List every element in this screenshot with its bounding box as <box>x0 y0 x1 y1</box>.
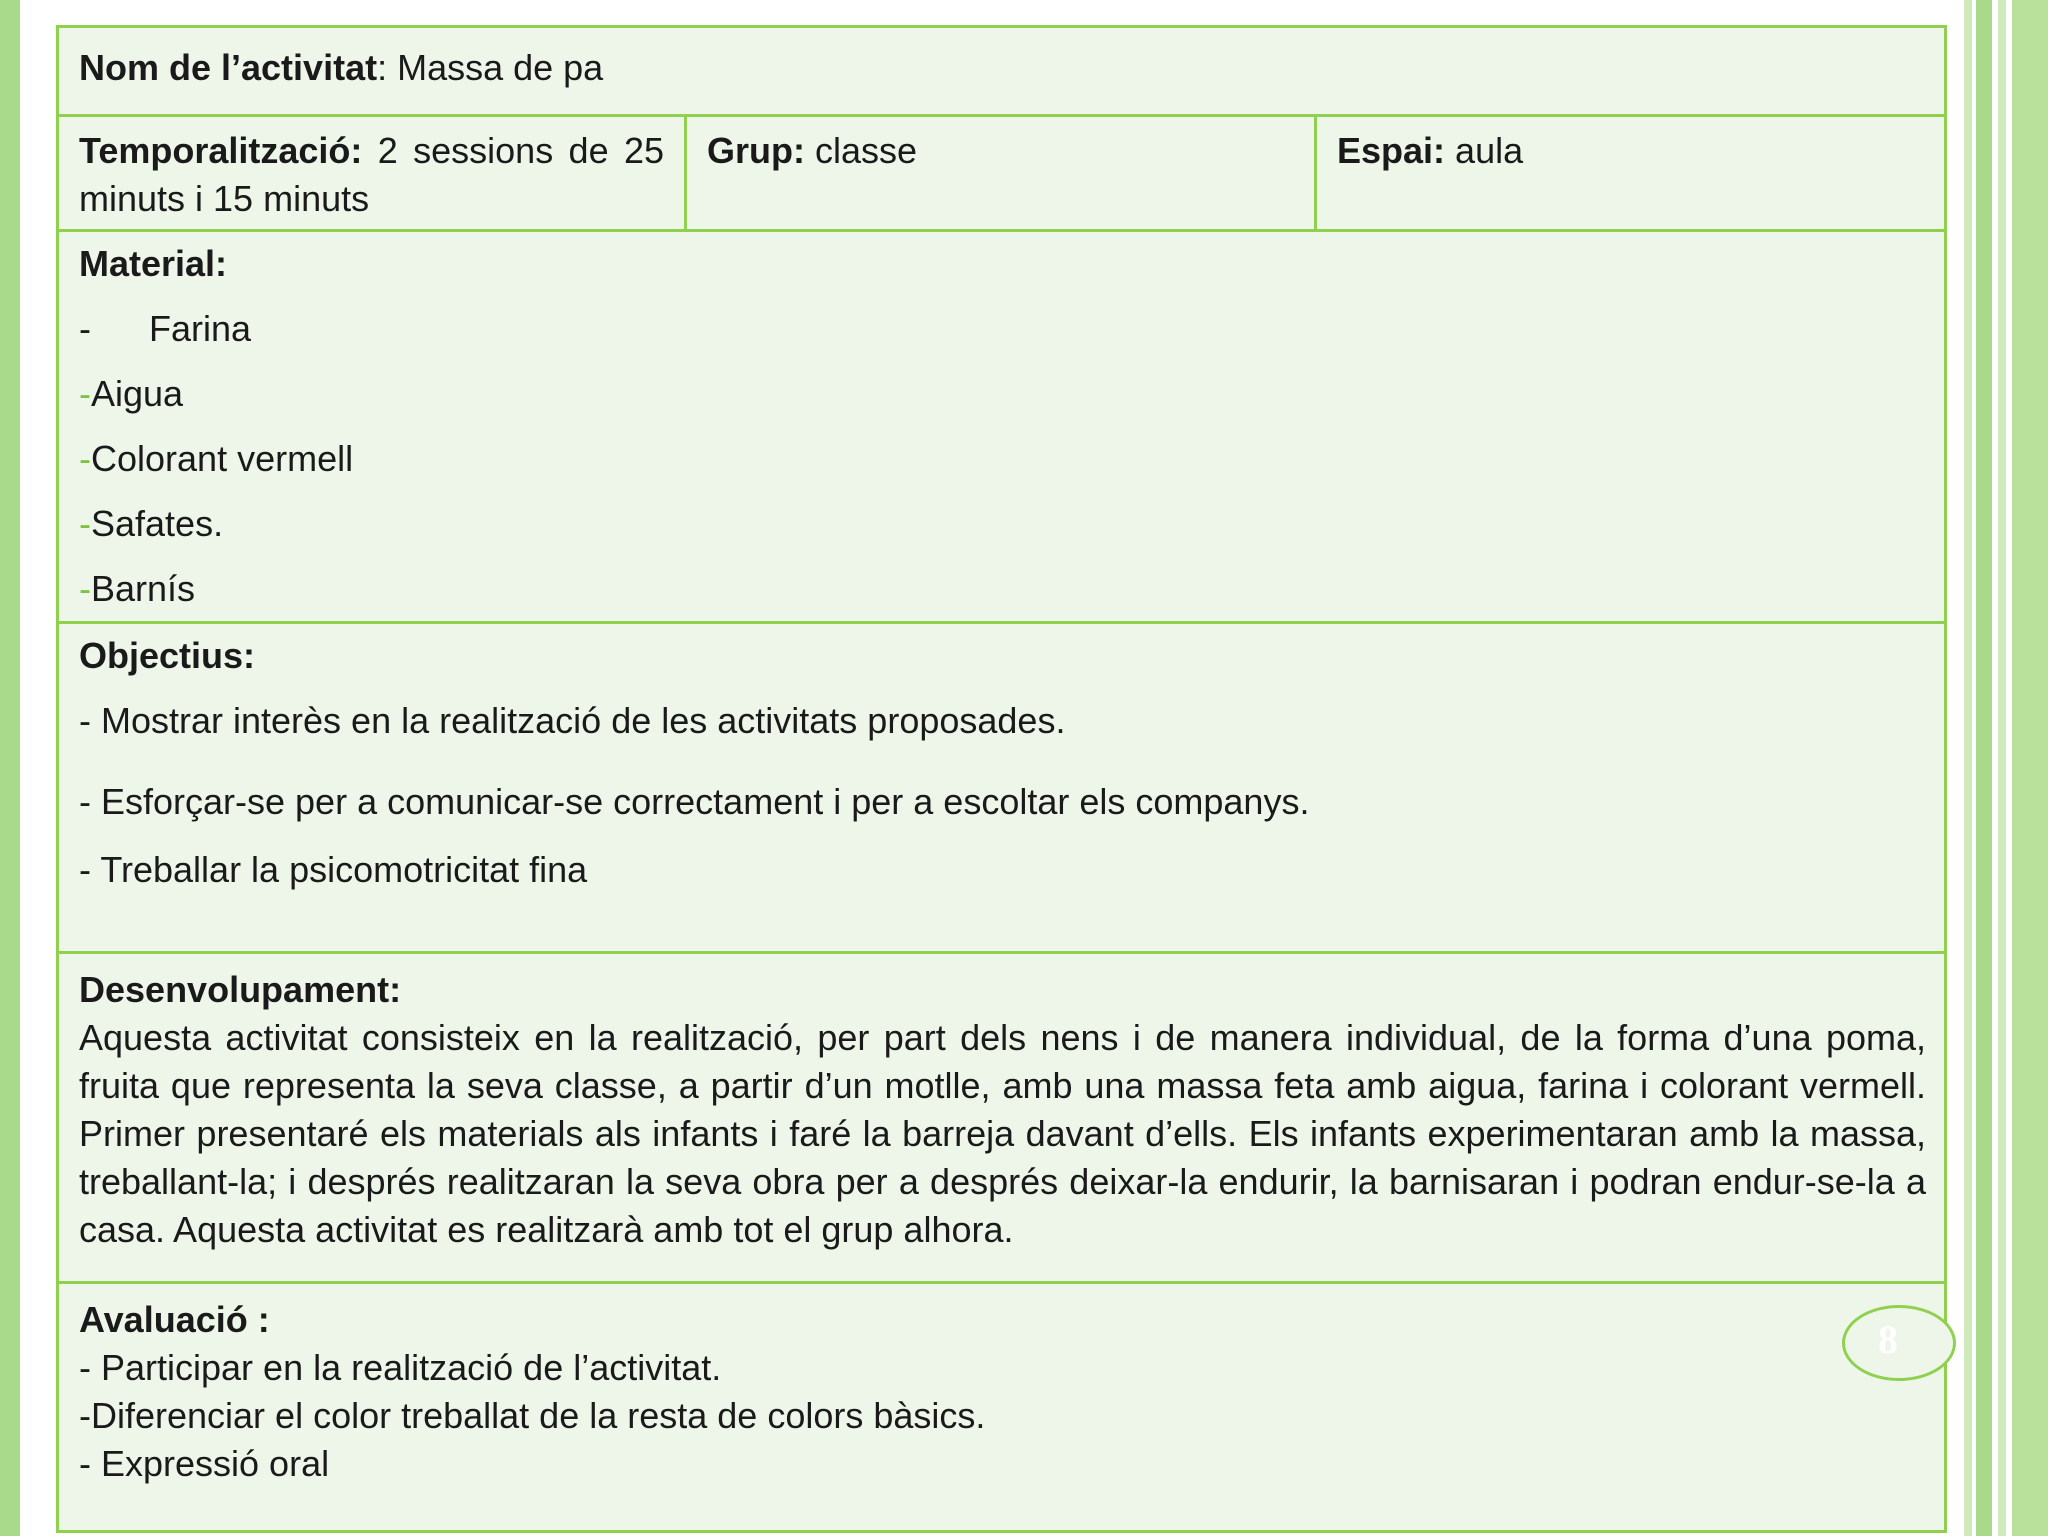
meta-row <box>58 116 1946 231</box>
material-item <box>79 565 1924 613</box>
activity-name-cell <box>58 27 1946 116</box>
material-item-label: Barnís <box>91 568 196 609</box>
material-item <box>79 500 1924 548</box>
space-value: aula <box>1445 130 1524 171</box>
material-item <box>79 370 1924 418</box>
group-cell <box>686 116 1316 231</box>
time-cell <box>58 116 686 231</box>
right-accent-stripe <box>2012 0 2048 1536</box>
material-title: Material: <box>79 243 228 284</box>
activity-sheet-table <box>56 25 1947 1533</box>
time-label: Temporalització: <box>79 130 363 171</box>
space-label: Espai: <box>1337 130 1446 171</box>
page-number: 8 <box>1878 1317 1898 1362</box>
activity-name-row <box>58 27 1946 116</box>
space-cell <box>1316 116 1946 231</box>
material-item-label: Safates. <box>91 503 224 544</box>
objective-item: - Mostrar interès en la realització de les activitats proposades. <box>79 700 1066 741</box>
right-accent-stripe <box>1964 0 1972 1536</box>
objectives-title: Objectius: <box>79 635 256 676</box>
objectives-row <box>58 623 1946 953</box>
evaluation-cell <box>58 1283 1946 1532</box>
group-value: classe <box>804 130 918 171</box>
development-cell <box>58 953 1946 1283</box>
objectives-cell <box>58 623 1946 953</box>
activity-name-label: Nom de l’activitat <box>79 47 378 88</box>
material-first-item <box>79 305 1924 353</box>
list-marker: - <box>79 503 91 544</box>
evaluation-title: Avaluació : <box>79 1299 270 1340</box>
objective-item: - Treballar la psicomotricitat fina <box>79 849 588 890</box>
list-marker: - <box>79 568 91 609</box>
time-value: 2 sessions de 25 minuts i 15 minuts <box>79 130 664 219</box>
right-accent-stripe <box>1998 0 2006 1536</box>
activity-name-value: : Massa de pa <box>377 47 604 88</box>
material-item-label: Farina <box>149 308 252 349</box>
evaluation-item: - Participar en la realització de l’activitat. <box>79 1347 722 1388</box>
list-marker: - <box>79 438 91 479</box>
material-item-label: Aigua <box>91 373 184 414</box>
development-title: Desenvolupament: <box>79 969 402 1010</box>
material-item-label: Colorant vermell <box>91 438 354 479</box>
material-row <box>58 231 1946 623</box>
right-accent-stripe <box>1976 0 1992 1536</box>
left-accent-bar <box>0 0 20 1536</box>
objective-item: - Esforçar-se per a comunicar-se correctament i per a escoltar els companys. <box>79 781 1310 822</box>
list-marker: - <box>79 373 91 414</box>
list-dash: - <box>79 308 91 349</box>
group-label: Grup: <box>707 130 805 171</box>
material-cell <box>58 231 1946 623</box>
development-text: Aquesta activitat consisteix en la realització, per part dels nens i de manera individual, de la forma d’una poma, fruita que representa la seva classe, a partir d’un motlle, amb una massa feta amb aigua, farina i colorant vermell. Primer presentaré els materials als infants i faré la barreja davant d’ells. Els infants experimentaran amb la massa, treballant-la; i després realitzaran la seva obra per a després deixar-la endurir, la barnisaran i podran endur-se-la a casa. Aquesta activitat es realitzarà amb tot el grup alhora. <box>79 1017 1927 1250</box>
evaluation-row <box>58 1283 1946 1532</box>
evaluation-item: -Diferenciar el color treballat de la resta de colors bàsics. <box>79 1395 986 1436</box>
evaluation-item: - Expressió oral <box>79 1443 330 1484</box>
development-row <box>58 953 1946 1283</box>
material-item <box>79 435 1924 483</box>
